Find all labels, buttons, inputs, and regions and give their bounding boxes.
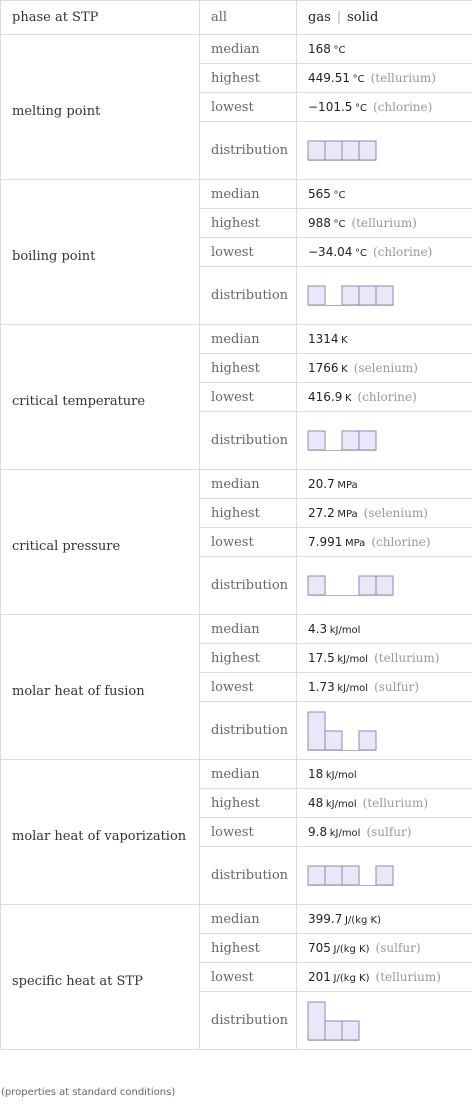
property-name: specific heat at STP: [12, 974, 143, 989]
value-unit: kJ/mol: [325, 769, 357, 781]
histogram-bar: [359, 431, 376, 450]
stat-label-cell: [200, 528, 297, 557]
stat-value-cell: [297, 644, 472, 673]
value-unit: °C: [333, 189, 346, 201]
stat-value-cell: [297, 93, 472, 122]
value-number: 705: [308, 940, 331, 955]
distribution-label-cell: [200, 412, 297, 470]
value-number: −101.5: [308, 99, 353, 114]
header-cell-all: [200, 1, 297, 35]
stat-value-cell: [297, 354, 472, 383]
value-element-note: (tellurium): [375, 969, 441, 984]
distribution-chart-cell: [297, 557, 472, 615]
stat-label-cell: [200, 64, 297, 93]
stat-value-cell: [297, 905, 472, 934]
distribution-label-cell: [200, 702, 297, 760]
value-number: 20.7: [308, 476, 335, 491]
header-gas-label: gas: [308, 10, 331, 25]
header-solid-label: solid: [347, 10, 379, 25]
distribution-label-cell: [200, 847, 297, 905]
value-element-note: (chlorine): [371, 534, 431, 549]
value-number: 449.51: [308, 70, 350, 85]
value-number: 27.2: [308, 505, 335, 520]
value-unit: K: [341, 363, 348, 375]
distribution-chart-cell: [297, 412, 472, 470]
value-number: 168: [308, 41, 331, 56]
stat-value: [297, 970, 472, 985]
stat-value: [297, 651, 472, 666]
histogram-bar: [325, 731, 342, 750]
histogram-bar: [325, 141, 342, 160]
stat-value: [297, 680, 472, 695]
header-cell-phase: [1, 1, 200, 35]
stat-label: lowest: [211, 389, 254, 405]
distribution-label: distribution: [211, 433, 289, 448]
distribution-histogram: [307, 140, 377, 161]
stat-label: lowest: [211, 969, 254, 985]
stat-label: lowest: [211, 244, 254, 260]
histogram-bar: [308, 866, 325, 885]
stat-label-cell: [200, 470, 297, 499]
histogram-bar: [325, 866, 342, 885]
value-element-note: (tellurium): [374, 650, 440, 665]
value-element-note: (sulfur): [366, 824, 412, 839]
value-number: 4.3: [308, 621, 328, 636]
value-number: 7.991: [308, 534, 343, 549]
property-name-cell: [1, 760, 200, 905]
value-unit: °C: [355, 102, 368, 114]
stat-label: lowest: [211, 824, 254, 840]
stat-value: [297, 622, 472, 637]
distribution-histogram: [307, 575, 394, 596]
histogram-bar: [308, 141, 325, 160]
value-number: 565: [308, 186, 331, 201]
distribution-label: distribution: [211, 143, 289, 158]
stat-value-cell: [297, 180, 472, 209]
stat-value-cell: [297, 499, 472, 528]
distribution-histogram: [307, 711, 377, 751]
histogram-bar: [308, 576, 325, 595]
value-element-note: (selenium): [363, 505, 428, 520]
stat-label-cell: [200, 383, 297, 412]
stat-value-cell: [297, 325, 472, 354]
histogram-bar: [342, 431, 359, 450]
distribution-label: distribution: [211, 578, 289, 593]
stat-label-cell: [200, 615, 297, 644]
histogram-bar: [342, 866, 359, 885]
distribution-chart-cell: [297, 267, 472, 325]
stat-label-cell: [200, 934, 297, 963]
value-number: 201: [308, 969, 331, 984]
stat-value-cell: [297, 209, 472, 238]
stat-label-cell: [200, 818, 297, 847]
histogram-bar: [376, 576, 393, 595]
distribution-histogram: [307, 865, 394, 886]
distribution-label-cell: [200, 267, 297, 325]
value-element-note: (chlorine): [373, 244, 433, 259]
stat-value-cell: [297, 470, 472, 499]
stat-value: [297, 187, 472, 202]
stat-value-cell: [297, 818, 472, 847]
value-unit: kJ/mol: [325, 798, 357, 810]
property-row: [1, 760, 472, 789]
stat-value: [297, 796, 472, 811]
stat-value-cell: [297, 934, 472, 963]
value-number: 1314: [308, 331, 339, 346]
stat-value-cell: [297, 615, 472, 644]
property-name: critical pressure: [12, 539, 121, 554]
value-element-note: (sulfur): [374, 679, 420, 694]
histogram-bar: [359, 731, 376, 750]
stat-label-cell: [200, 760, 297, 789]
stat-value-cell: [297, 35, 472, 64]
value-number: 17.5: [308, 650, 335, 665]
distribution-label-cell: [200, 992, 297, 1050]
value-unit: K: [341, 334, 348, 346]
stat-value: [297, 506, 472, 521]
property-name: molar heat of fusion: [12, 684, 145, 699]
stat-label: lowest: [211, 679, 254, 695]
histogram-bar: [359, 141, 376, 160]
property-row: [1, 325, 472, 354]
distribution-histogram: [307, 285, 394, 306]
value-number: 18: [308, 766, 324, 781]
value-element-note: (chlorine): [357, 389, 417, 404]
stat-label-cell: [200, 354, 297, 383]
stat-label: highest: [211, 360, 260, 376]
stat-label: median: [211, 621, 260, 637]
property-name-cell: [1, 325, 200, 470]
stat-label: lowest: [211, 99, 254, 115]
stat-label: lowest: [211, 534, 254, 550]
value-unit: K: [344, 392, 352, 404]
stat-value: [297, 767, 472, 782]
value-unit: J/(kg K): [333, 943, 370, 955]
distribution-label: distribution: [211, 723, 289, 738]
stat-value-cell: [297, 238, 472, 267]
value-number: 1766: [308, 360, 339, 375]
value-element-note: (tellurium): [362, 795, 429, 810]
value-element-note: (selenium): [353, 360, 418, 375]
stat-label: highest: [211, 795, 260, 811]
stat-label-cell: [200, 93, 297, 122]
value-unit: kJ/mol: [337, 682, 369, 694]
value-number: 48: [308, 795, 324, 810]
distribution-label-cell: [200, 557, 297, 615]
stat-value: [297, 71, 472, 86]
histogram-bar: [376, 286, 393, 305]
distribution-label-cell: [200, 122, 297, 180]
property-name-cell: [1, 615, 200, 760]
stat-label: highest: [211, 650, 260, 666]
stat-value: [297, 100, 472, 115]
distribution-label: distribution: [211, 288, 289, 303]
stat-value-cell: [297, 673, 472, 702]
histogram-bar: [359, 286, 376, 305]
histogram-bar: [376, 866, 393, 885]
value-unit: kJ/mol: [329, 827, 361, 839]
property-name-cell: [1, 470, 200, 615]
distribution-chart-cell: [297, 992, 472, 1050]
distribution-label: distribution: [211, 1013, 289, 1028]
stat-value-cell: [297, 383, 472, 412]
stat-value: [297, 245, 472, 260]
value-unit: kJ/mol: [329, 624, 361, 636]
stat-label-cell: [200, 905, 297, 934]
value-number: 9.8: [308, 824, 328, 839]
property-name-cell: [1, 35, 200, 180]
histogram-bar: [308, 431, 325, 450]
header-phases: [297, 10, 472, 25]
histogram-bar: [308, 286, 325, 305]
stat-value-cell: [297, 64, 472, 93]
stat-value-cell: [297, 789, 472, 818]
stat-value: [297, 361, 472, 376]
stat-label: highest: [211, 70, 260, 86]
value-element-note: (tellurium): [351, 215, 417, 230]
stat-label: median: [211, 476, 260, 492]
stat-label: median: [211, 766, 260, 782]
histogram-bar: [342, 286, 359, 305]
property-name: melting point: [12, 104, 101, 119]
stat-label-cell: [200, 325, 297, 354]
value-unit: MPa: [337, 479, 358, 491]
value-unit: MPa: [337, 508, 358, 520]
stat-label: highest: [211, 940, 260, 956]
distribution-histogram: [307, 1001, 360, 1041]
value-unit: kJ/mol: [337, 653, 369, 665]
distribution-chart-cell: [297, 122, 472, 180]
value-number: 988: [308, 215, 331, 230]
stat-label-cell: [200, 180, 297, 209]
distribution-chart-cell: [297, 702, 472, 760]
value-element-note: (tellurium): [370, 70, 436, 85]
value-unit: °C: [352, 73, 365, 85]
value-unit: °C: [355, 247, 368, 259]
property-row: [1, 180, 472, 209]
stat-label-cell: [200, 789, 297, 818]
value-unit: °C: [333, 218, 346, 230]
stat-label-cell: [200, 963, 297, 992]
distribution-label: distribution: [211, 868, 289, 883]
histogram-bar: [308, 712, 325, 750]
stat-label: highest: [211, 215, 260, 231]
value-unit: J/(kg K): [333, 972, 370, 984]
header-cell-phases: [297, 1, 472, 35]
value-number: 416.9: [308, 389, 343, 404]
stat-label: median: [211, 331, 260, 347]
stat-label-cell: [200, 35, 297, 64]
histogram-bar: [325, 1021, 342, 1040]
histogram-bar: [308, 1002, 325, 1040]
distribution-histogram: [307, 430, 377, 451]
value-unit: MPa: [344, 537, 366, 549]
stat-value: [297, 477, 472, 492]
stat-value: [297, 216, 472, 231]
header-row: [1, 1, 472, 35]
stat-label: median: [211, 41, 260, 57]
stat-value: [297, 332, 472, 347]
property-row: [1, 470, 472, 499]
header-phase-label: phase at STP: [12, 10, 99, 25]
histogram-bar: [342, 1021, 359, 1040]
property-name-cell: [1, 905, 200, 1050]
stat-value-cell: [297, 528, 472, 557]
property-row: [1, 615, 472, 644]
stat-value-cell: [297, 760, 472, 789]
property-name: molar heat of vaporization: [12, 829, 187, 844]
property-row: [1, 35, 472, 64]
stat-label-cell: [200, 238, 297, 267]
value-unit: °C: [333, 44, 346, 56]
stat-label: median: [211, 911, 260, 927]
property-name: critical temperature: [12, 394, 146, 409]
property-row: [1, 905, 472, 934]
value-number: −34.04: [308, 244, 353, 259]
stat-label-cell: [200, 644, 297, 673]
stat-value: [297, 912, 472, 927]
header-all-label: all: [211, 10, 228, 25]
stat-value: [297, 941, 472, 956]
stat-value: [297, 535, 472, 550]
stat-value: [297, 390, 472, 405]
histogram-bar: [359, 576, 376, 595]
stat-label-cell: [200, 209, 297, 238]
header-separator: |: [336, 10, 342, 25]
value-number: 399.7: [308, 911, 343, 926]
histogram-bar: [342, 141, 359, 160]
property-name-cell: [1, 180, 200, 325]
stat-value-cell: [297, 963, 472, 992]
value-number: 1.73: [308, 679, 335, 694]
footnote: (properties at standard conditions): [1, 1087, 176, 1098]
property-name: boiling point: [12, 249, 96, 264]
stat-label: highest: [211, 505, 260, 521]
stat-label-cell: [200, 673, 297, 702]
value-element-note: (chlorine): [373, 99, 433, 114]
distribution-chart-cell: [297, 847, 472, 905]
stat-value: [297, 42, 472, 57]
stat-label-cell: [200, 499, 297, 528]
stat-value: [297, 825, 472, 840]
value-element-note: (sulfur): [375, 940, 421, 955]
stat-label: median: [211, 186, 260, 202]
value-unit: J/(kg K): [344, 914, 381, 926]
